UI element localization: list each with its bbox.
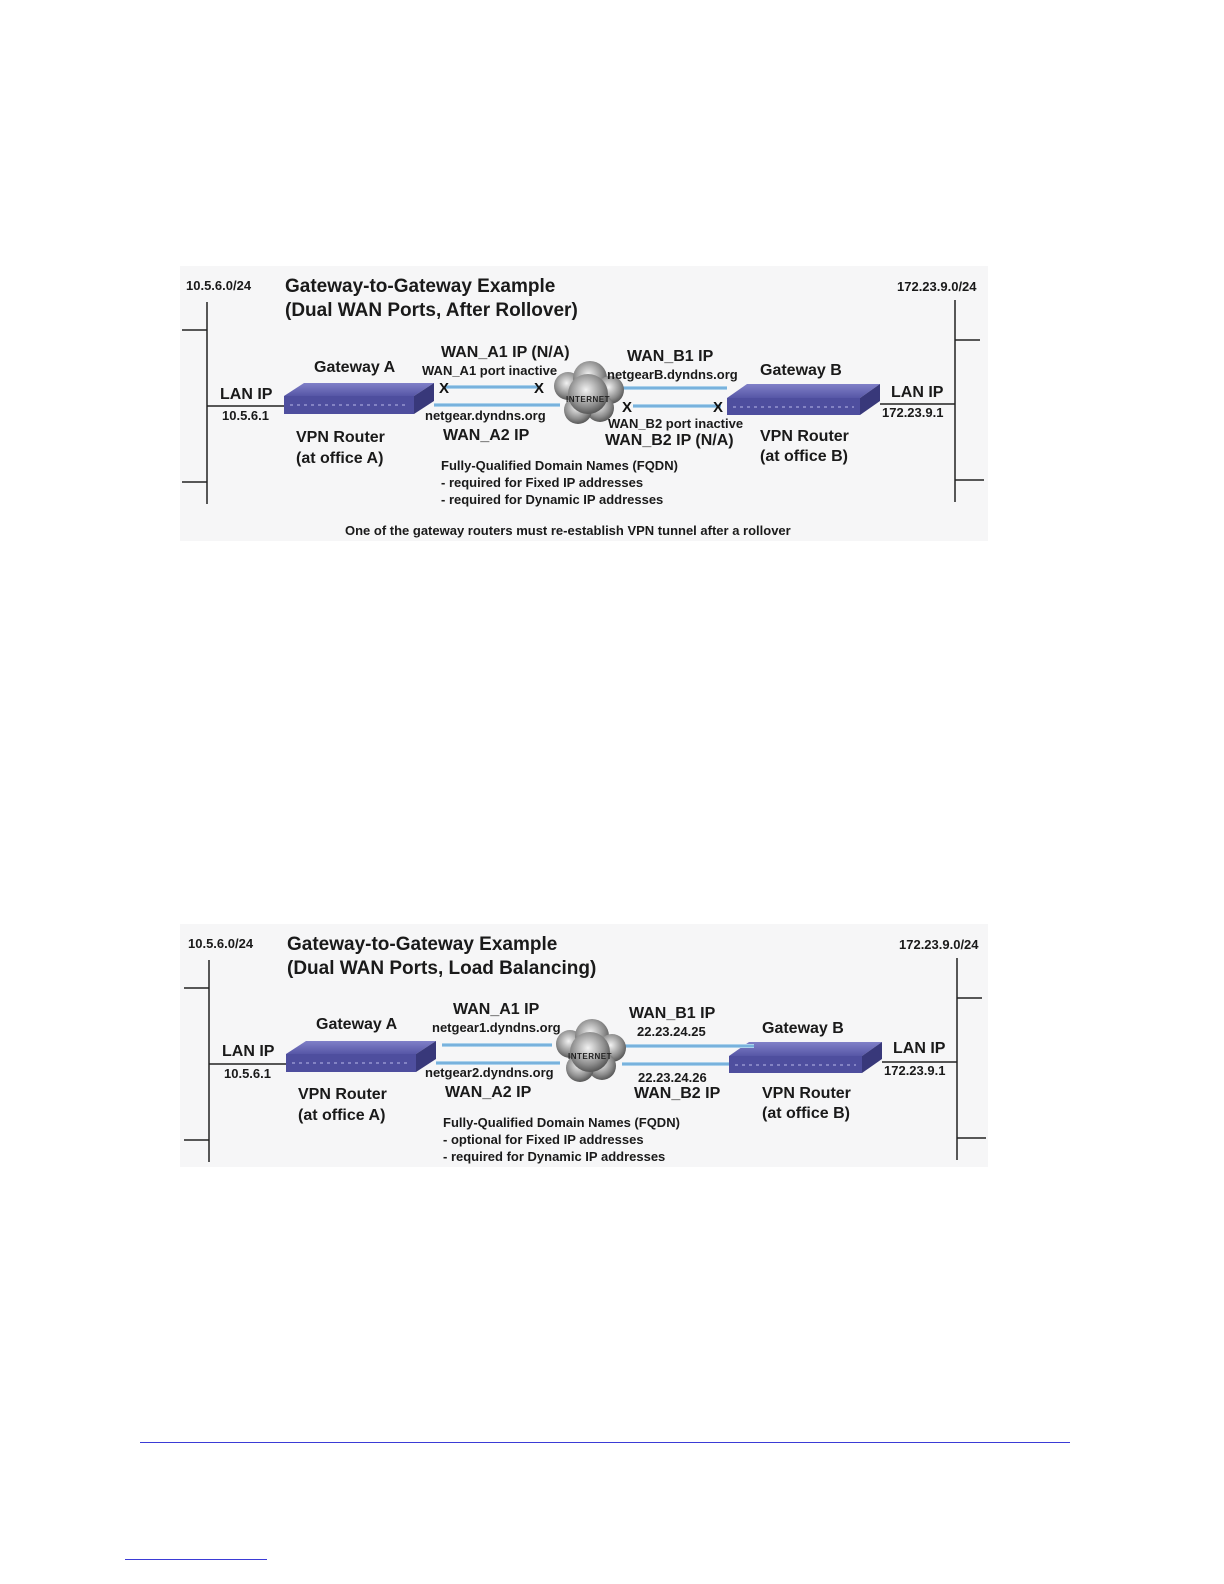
wan-b2-status: WAN_B2 port inactive (608, 416, 744, 431)
network-a-label: 10.5.6.0/24 (186, 278, 252, 293)
router-b-label-line2: (at office B) (762, 1105, 850, 1122)
network-b-label: 172.23.9.0/24 (899, 937, 979, 952)
router-a-label-line2: (at office A) (298, 1107, 386, 1124)
fqdn-line2: - required for Dynamic IP addresses (441, 492, 664, 507)
wan-a1-label: WAN_A1 IP (N/A) (441, 344, 570, 361)
diagram-title-line1: Gateway-to-Gateway Example (285, 276, 556, 297)
lan-ip-a-value: 10.5.6.1 (222, 408, 269, 423)
wan-b2-ip: 22.23.24.26 (638, 1070, 707, 1085)
wan-a1-x-right: X (534, 380, 545, 397)
gateway-a-label: Gateway A (316, 1016, 398, 1033)
footer-link-underline (125, 1559, 267, 1560)
lan-ip-b-label: LAN IP (891, 384, 944, 401)
router-b-label-line1: VPN Router (762, 1085, 851, 1102)
lan-ip-b-value: 172.23.9.1 (882, 405, 944, 420)
router-a-label-line1: VPN Router (298, 1086, 387, 1103)
fqdn-line1: - required for Fixed IP addresses (441, 475, 644, 490)
wan-b1-label: WAN_B1 IP (629, 1005, 716, 1022)
wan-b2-label: WAN_B2 IP (N/A) (605, 432, 734, 449)
diagram-load-balancing (180, 924, 988, 1167)
rollover-note: One of the gateway routers must re-establish VPN tunnel after a rollover (345, 523, 791, 538)
wan-a2-label: WAN_A2 IP (445, 1084, 532, 1101)
router-b-label-line1: VPN Router (760, 428, 849, 445)
footer-divider (140, 1442, 1070, 1443)
lan-ip-a-label: LAN IP (222, 1043, 275, 1060)
router-a (286, 1041, 436, 1072)
router-a-label-line2: (at office A) (296, 450, 384, 467)
fqdn-line2: - required for Dynamic IP addresses (443, 1149, 666, 1164)
lan-ip-a-label: LAN IP (220, 386, 273, 403)
network-b-label: 172.23.9.0/24 (897, 279, 977, 294)
cable-wan-b1 (620, 386, 727, 390)
wan-b2-x-left: X (622, 399, 633, 416)
fqdn-title: Fully-Qualified Domain Names (FQDN) (443, 1115, 680, 1130)
diagram-title-line2: (Dual WAN Ports, Load Balancing) (287, 958, 597, 979)
diagram-title-line1: Gateway-to-Gateway Example (287, 934, 558, 955)
diagram-title-line2: (Dual WAN Ports, After Rollover) (285, 300, 578, 321)
wan-a1-host: netgear1.dyndns.org (432, 1020, 561, 1035)
lan-ip-b-value: 172.23.9.1 (884, 1063, 946, 1078)
internet-label: INTERNET (568, 1052, 612, 1061)
fqdn-line1: - optional for Fixed IP addresses (443, 1132, 644, 1147)
wan-a1-x-left: X (439, 380, 450, 397)
wan-a1-label: WAN_A1 IP (453, 1001, 540, 1018)
wan-b1-label: WAN_B1 IP (627, 348, 714, 365)
network-a-label: 10.5.6.0/24 (188, 936, 254, 951)
cable-wan-b2 (622, 1062, 729, 1066)
cable-wan-b1 (622, 1044, 754, 1048)
wan-b1-ip: 22.23.24.25 (637, 1024, 706, 1039)
fqdn-title: Fully-Qualified Domain Names (FQDN) (441, 458, 678, 473)
cable-wan-a2 (434, 403, 560, 407)
wan-a1-status: WAN_A1 port inactive (422, 363, 558, 378)
wan-a2-host: netgear2.dyndns.org (425, 1065, 554, 1080)
router-a (284, 383, 434, 414)
cable-wan-a1 (445, 385, 540, 389)
wan-a2-label: WAN_A2 IP (443, 427, 530, 444)
router-b (727, 384, 880, 415)
lan-ip-b-label: LAN IP (893, 1040, 946, 1057)
lan-ip-a-value: 10.5.6.1 (224, 1066, 271, 1081)
gateway-b-label: Gateway B (762, 1020, 844, 1037)
cable-wan-a1 (442, 1043, 552, 1047)
cable-wan-b2 (633, 404, 721, 408)
gateway-a-label: Gateway A (314, 359, 396, 376)
wan-b1-host: netgearB.dyndns.org (607, 367, 738, 382)
internet-cloud (556, 1019, 626, 1082)
diagram-rollover (180, 266, 988, 541)
wan-a2-host: netgear.dyndns.org (425, 408, 546, 423)
router-a-label-line1: VPN Router (296, 429, 385, 446)
wan-b2-x-right: X (713, 399, 724, 416)
wan-b2-label: WAN_B2 IP (634, 1085, 721, 1102)
internet-label: INTERNET (566, 395, 610, 404)
gateway-b-label: Gateway B (760, 362, 842, 379)
router-b-label-line2: (at office B) (760, 448, 848, 465)
